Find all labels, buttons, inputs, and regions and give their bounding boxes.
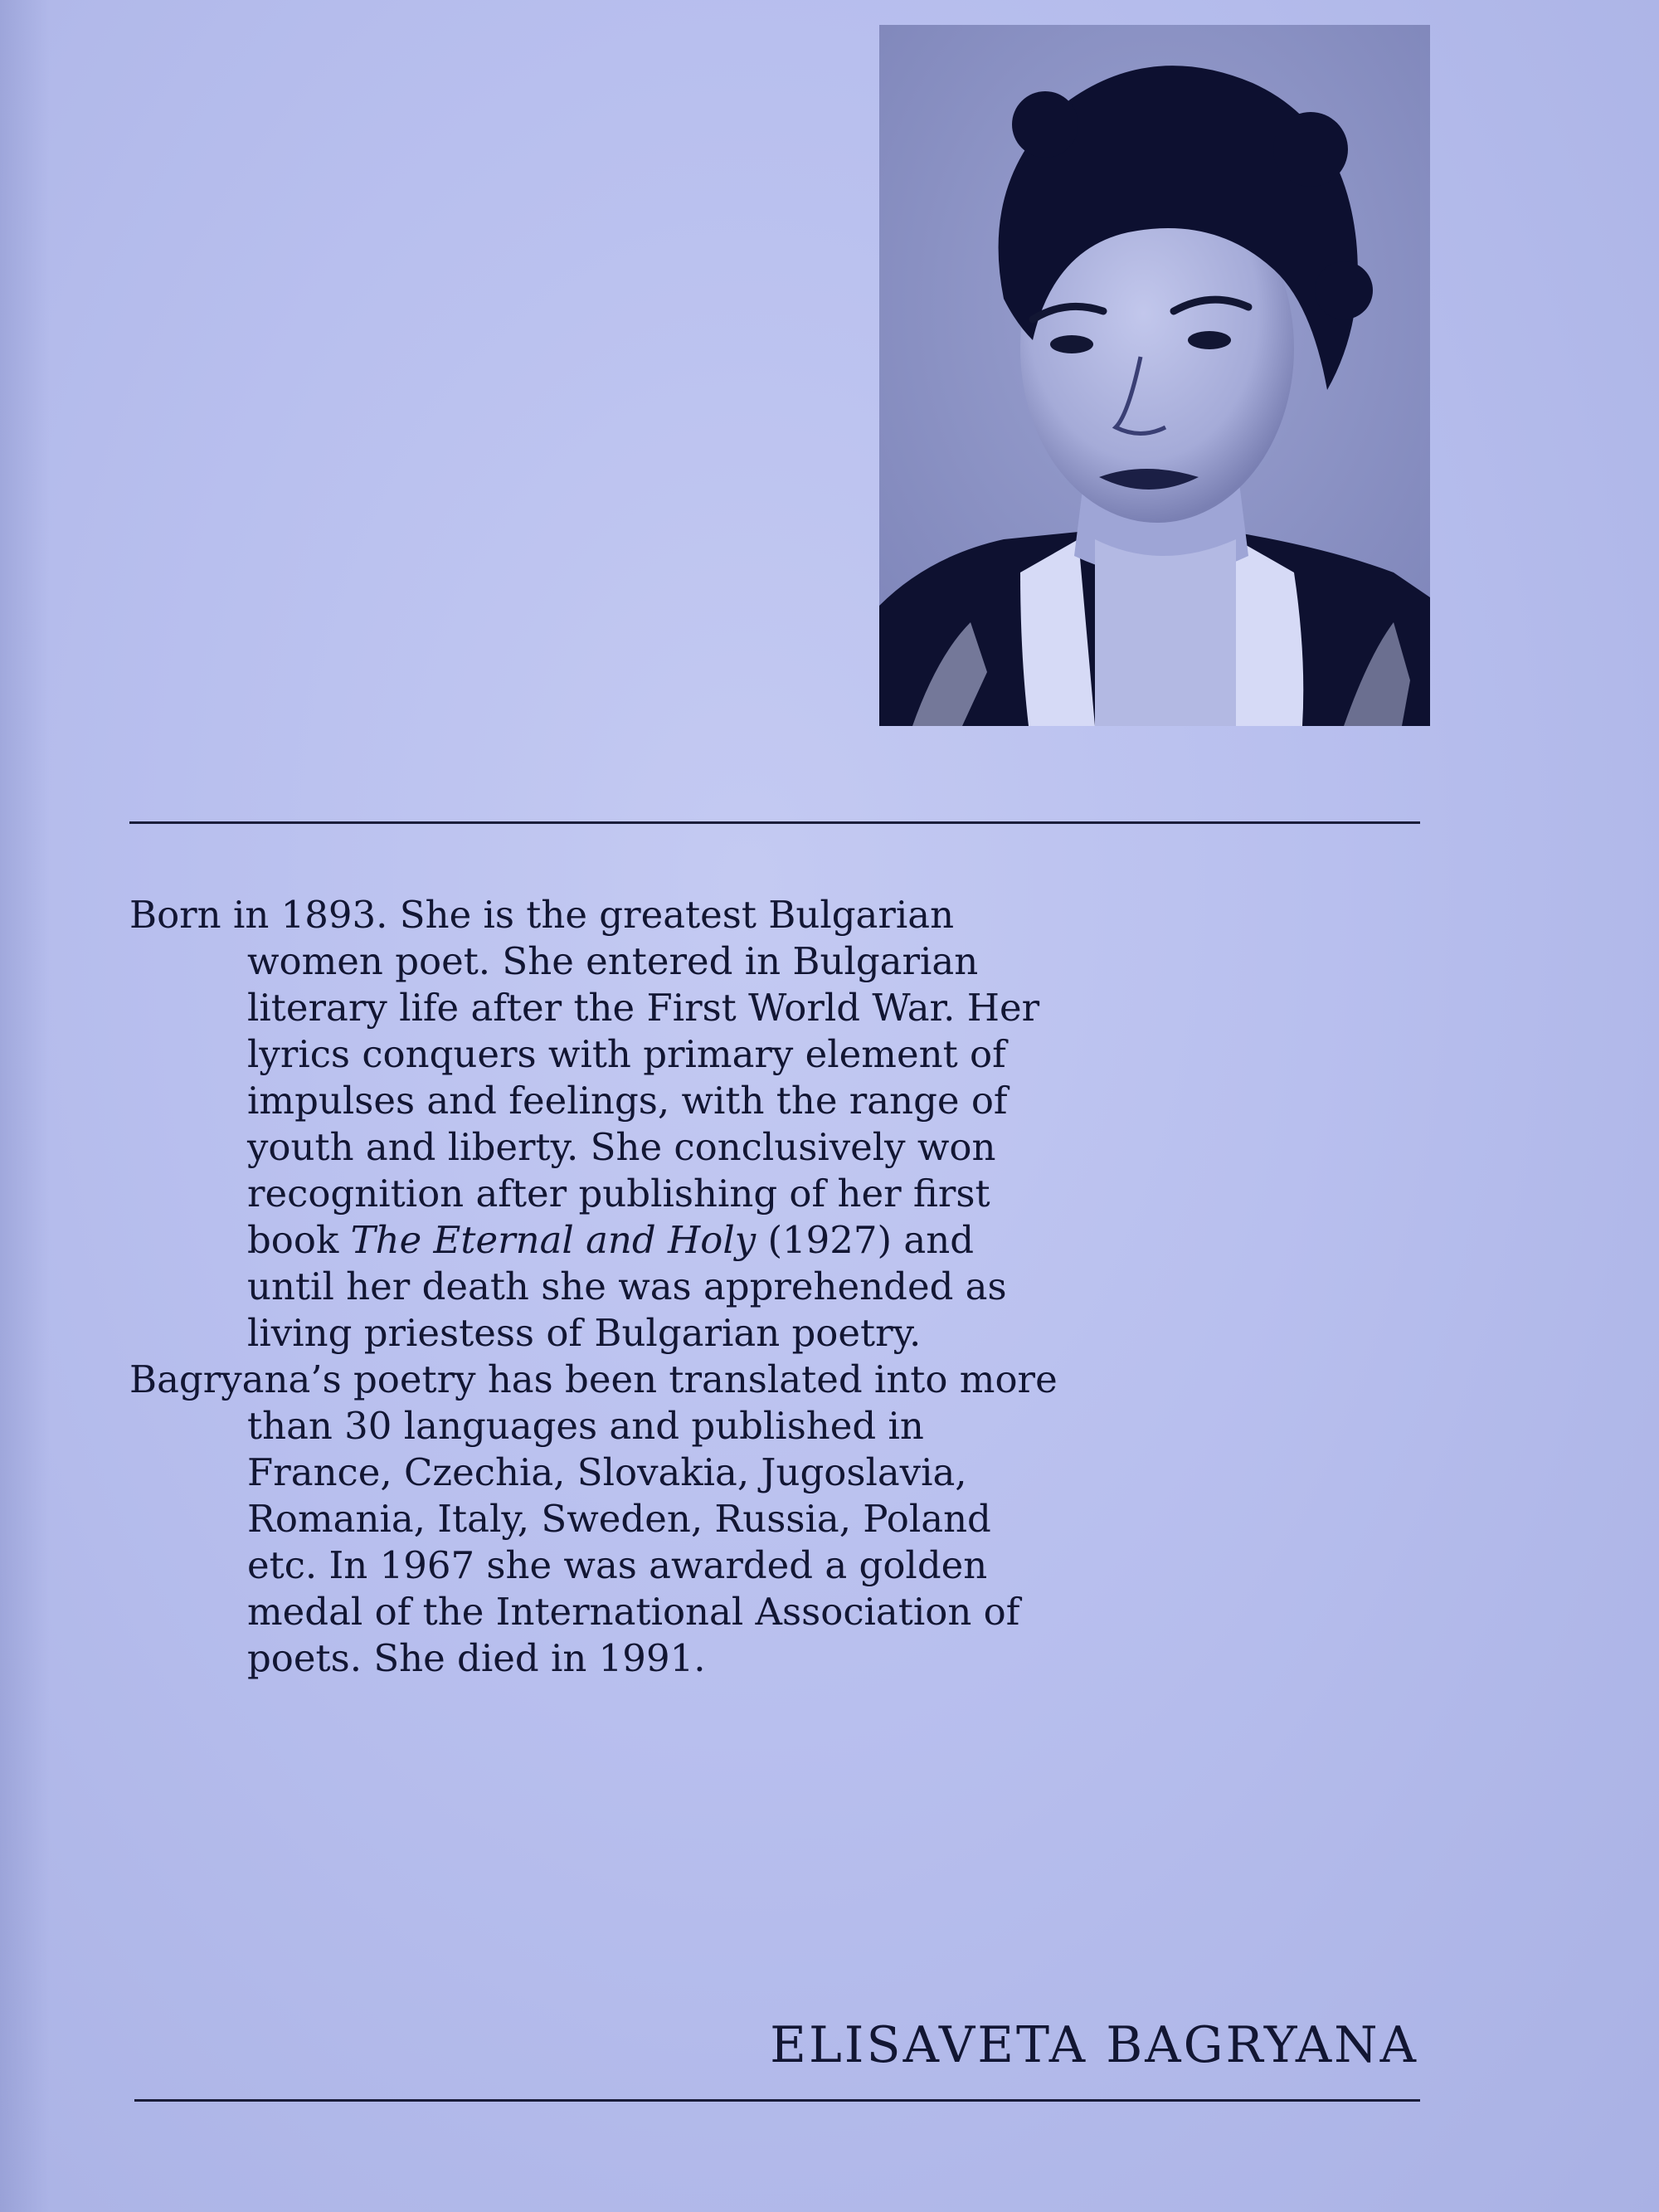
author-portrait [879, 25, 1430, 726]
author-name: ELISAVETA BAGRYANA [770, 2016, 1418, 2074]
page-edge-shadow [0, 0, 50, 2212]
bottom-divider [134, 2099, 1420, 2102]
book-title: The Eternal and Holy [350, 1218, 757, 1262]
top-divider [129, 821, 1420, 824]
biography [129, 892, 1058, 1682]
biography-paragraph-1: Born in 1893. She is the greatest Bulgarian women poet. She entered in Bulgarian literary life after the First World War. Her lyrics conquers with primary element of impulses and feelings, with the range of youth and liberty. She conclusively won recognition after publishing of her first book The Eternal and Holy (1927) and until her death she was apprehended as living priestess of Bulgarian poetry. [129, 893, 1040, 1355]
biography-paragraph-2: Bagryana’s poetry has been translated into more than 30 languages and published in France, Czechia, Slovakia, Jugoslavia, Romania, Italy, Sweden, Russia, Poland etc. In 1967 she was awarded a golden medal of the International Association of poets. She died in 1991. [129, 1357, 1058, 1680]
